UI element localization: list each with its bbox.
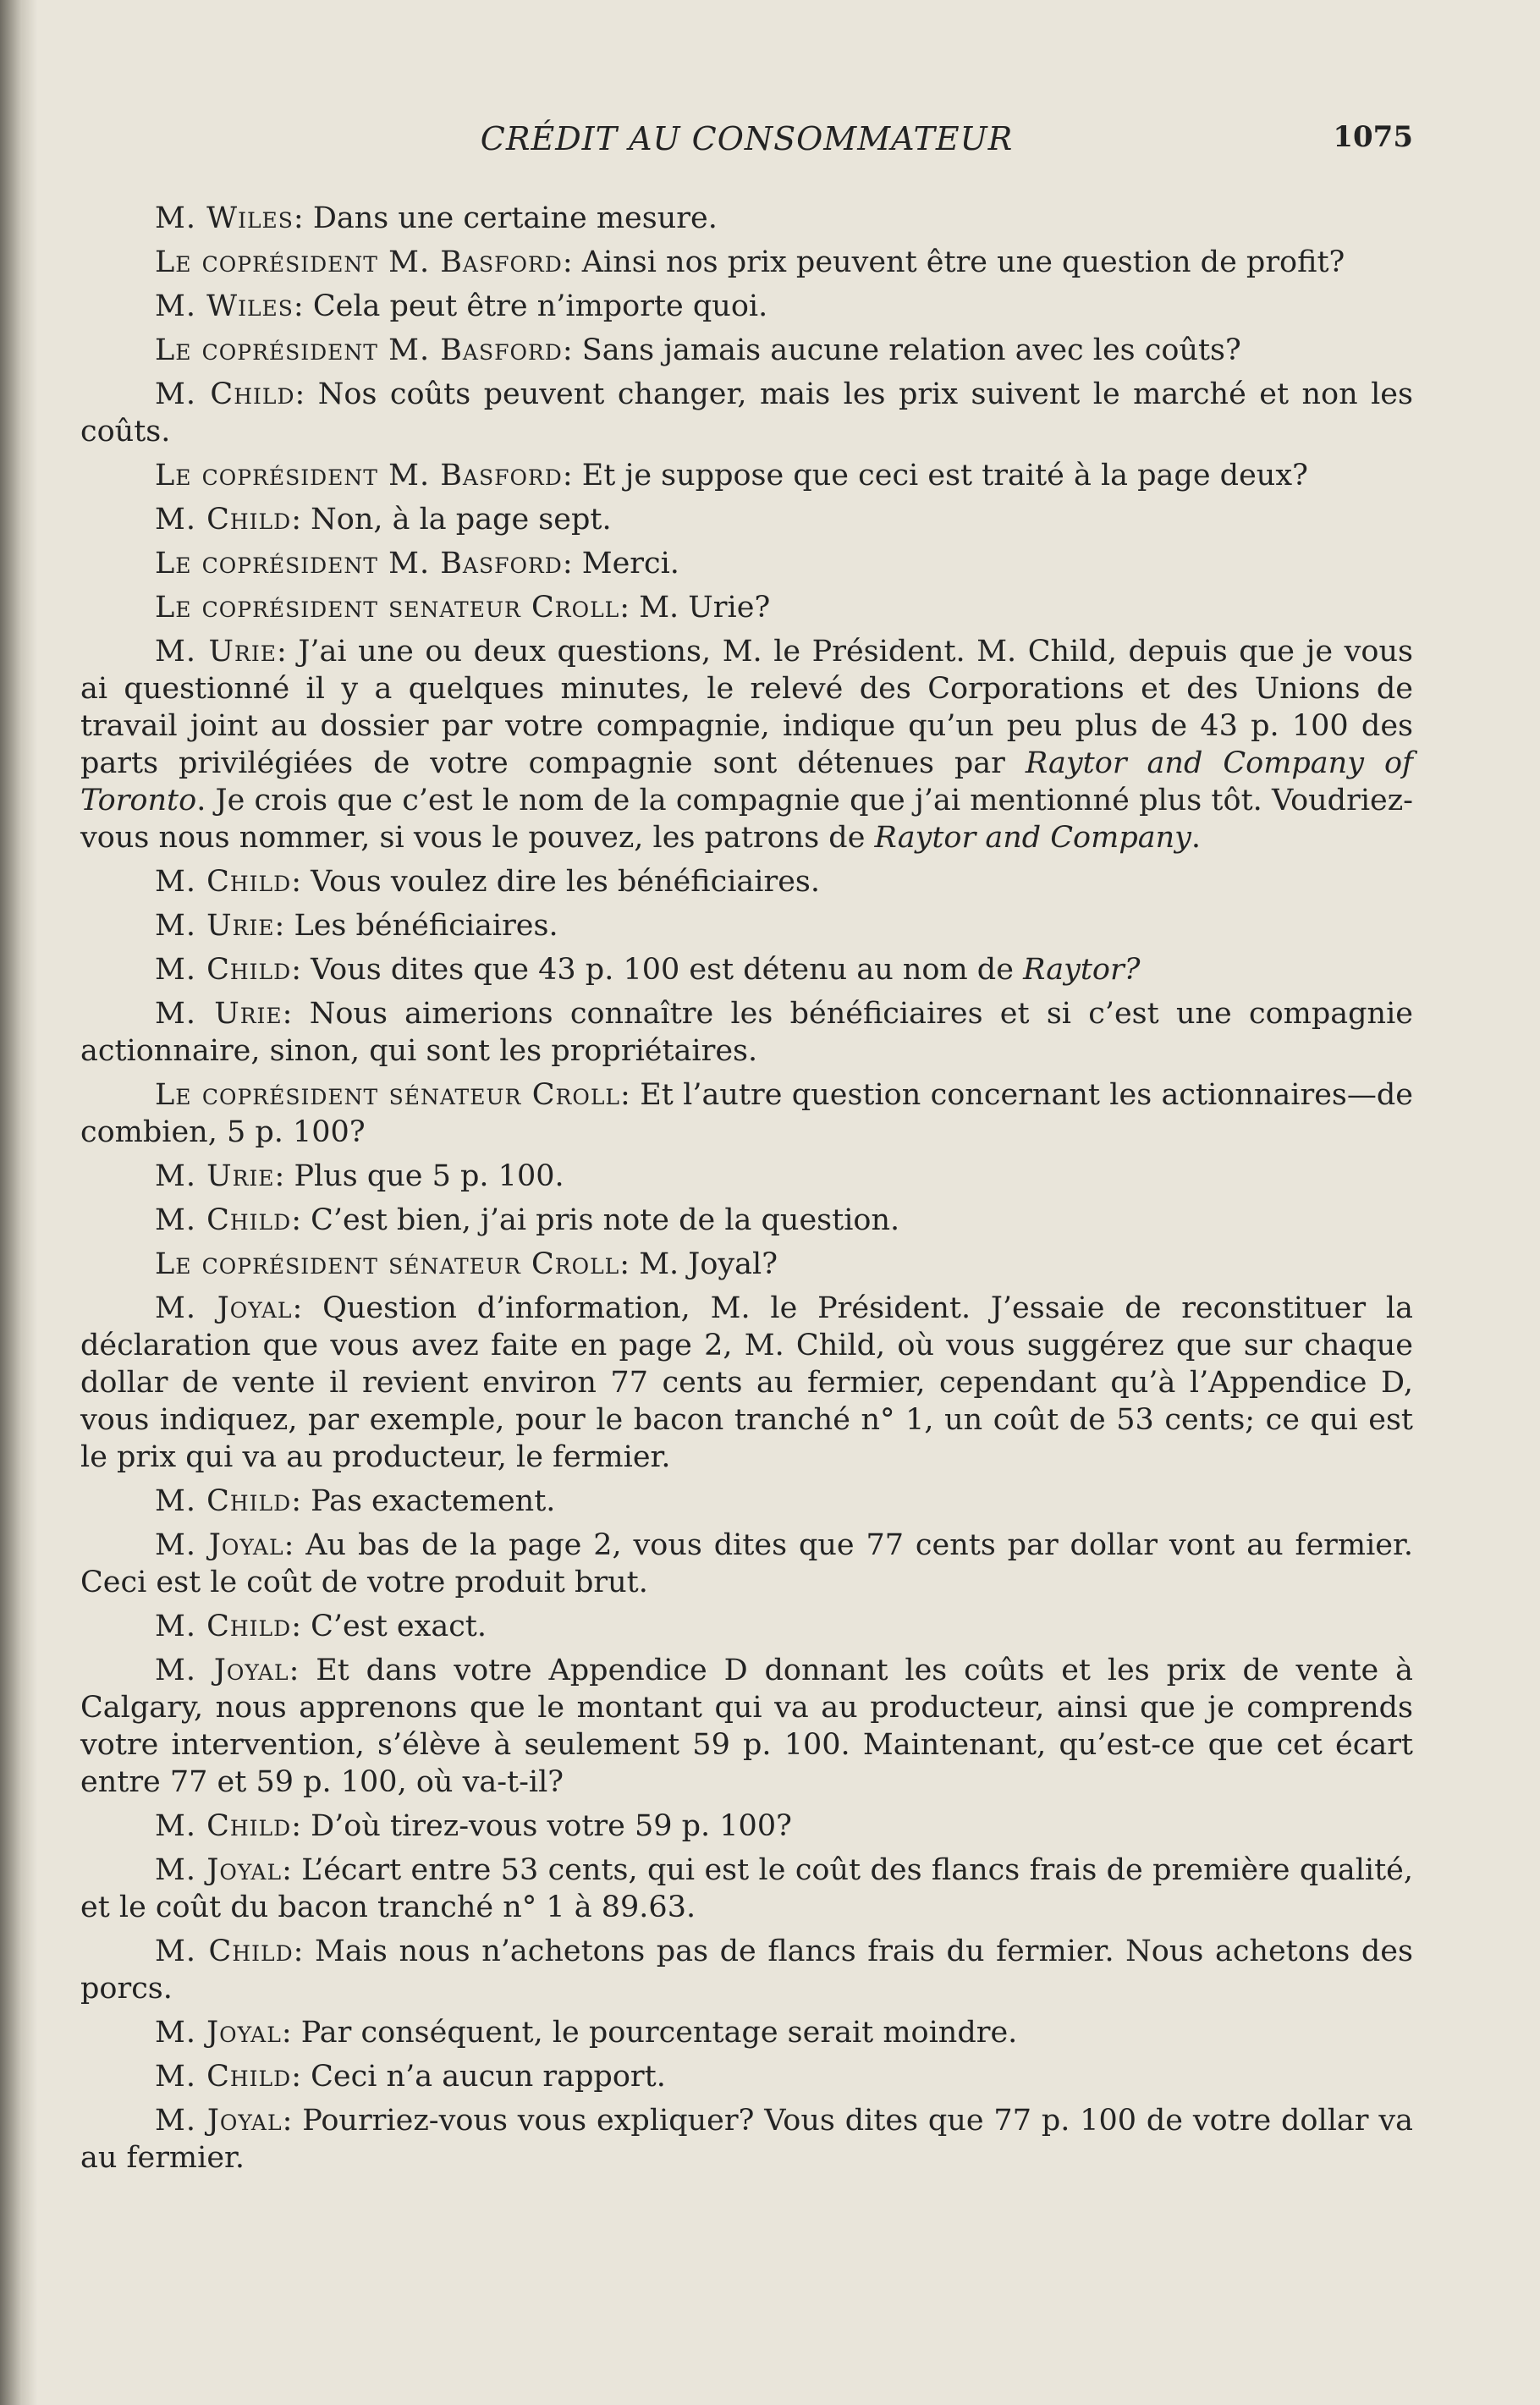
speaker-name: Le coprésident M. Basford bbox=[155, 547, 563, 581]
speech-paragraph bbox=[80, 1202, 1413, 1239]
speech-text: : Et dans votre Appendice D donnant les coûts et les prix de vente à Calgary, nous apprenons que le montant qui va au producteur, ainsi que je comprends votre intervention, s’élève à seulement 59 p. 100. Maintenant, qu’est-ce que cet écart entre 77 et 59 p. 100, où va-t-il? bbox=[80, 1654, 1413, 1799]
speech-paragraph bbox=[80, 2058, 1413, 2095]
speaker-name: M. Child bbox=[155, 1934, 294, 1968]
speech-text: : Nous aimerions connaître les bénéficiaires et si c’est une compagnie actionnaire, sinon, qui sont les propriétaires. bbox=[80, 997, 1413, 1068]
speech-paragraph bbox=[80, 1483, 1413, 1520]
speech-text: : Pas exactement. bbox=[291, 1484, 556, 1518]
speaker-name: M. Child bbox=[155, 1809, 292, 1843]
speech-paragraph bbox=[80, 1246, 1413, 1283]
speech-text: : Question d’information, M. le Président. J’essaie de reconstituer la déclaration que vous avez faite en page 2, M. Child, où vous suggérez que sur chaque dollar de vente il revient environ 77 cents au fermier, cependant qu’à l’Appendice D, vous indiquez, par exemple, pour le bacon tranché n° 1, un coût de 53 cents; ce qui est le prix qui va au producteur, le fermier. bbox=[80, 1291, 1413, 1474]
speech-paragraph bbox=[80, 1076, 1413, 1151]
speaker-name: M. Wiles bbox=[155, 201, 294, 235]
speaker-name: Le coprésident sénateur Croll bbox=[155, 1078, 621, 1112]
speech-text: : Mais nous n’achetons pas de flancs frais du fermier. Nous achetons des porcs. bbox=[80, 1934, 1413, 2006]
speaker-name: M. Urie bbox=[155, 1159, 275, 1193]
speech-text: : D’où tirez-vous votre 59 p. 100? bbox=[291, 1809, 792, 1843]
speaker-name: M. Urie bbox=[155, 909, 275, 943]
speech-text: : Dans une certaine mesure. bbox=[293, 201, 718, 235]
speech-text: : Et l’autre question concernant les actionnaires—de combien, 5 p. 100? bbox=[80, 1078, 1413, 1149]
speaker-name: M. Urie bbox=[155, 635, 277, 669]
italic-name: Raytor? bbox=[1023, 953, 1141, 987]
speech-paragraph bbox=[80, 457, 1413, 494]
speaker-name: M. Joyal bbox=[155, 1291, 293, 1325]
page-number: 1075 bbox=[1333, 120, 1413, 154]
speaker-name: Le coprésident M. Basford bbox=[155, 333, 563, 367]
speech-paragraph bbox=[80, 907, 1413, 944]
speaker-name: M. Wiles bbox=[155, 289, 294, 323]
speech-text: : Merci. bbox=[562, 547, 679, 581]
speaker-name: M. Child bbox=[155, 1484, 292, 1518]
speech-paragraph bbox=[80, 951, 1413, 988]
speech-paragraph bbox=[80, 501, 1413, 538]
speech-text: : Au bas de la page 2, vous dites que 77 cents par dollar vont au fermier. Ceci est le coût de votre produit brut. bbox=[80, 1528, 1413, 1599]
speech-text: : Les bénéficiaires. bbox=[274, 909, 558, 943]
speaker-name: M. Child bbox=[155, 2060, 292, 2094]
speech-paragraph bbox=[80, 1852, 1413, 1926]
italic-name: Raytor and Company of Toronto bbox=[80, 746, 1413, 817]
italic-name: Raytor and Company bbox=[874, 821, 1191, 855]
speech-paragraph bbox=[80, 332, 1413, 369]
document-page bbox=[80, 0, 1413, 2405]
speech-text: : Vous voulez dire les bénéficiaires. bbox=[291, 865, 821, 899]
speaker-name: Le coprésident senateur Croll bbox=[155, 591, 620, 625]
speech-text: : Par conséquent, le pourcentage serait moindre. bbox=[281, 2016, 1018, 2050]
speech-paragraph bbox=[80, 1808, 1413, 1845]
speech-text: : Plus que 5 p. 100. bbox=[274, 1159, 564, 1193]
speaker-name: M. Child bbox=[155, 503, 292, 537]
speaker-name: M. Child bbox=[155, 953, 292, 987]
speech-text: : Cela peut être n’importe quoi. bbox=[293, 289, 768, 323]
speech-text: : Ceci n’a aucun rapport. bbox=[291, 2060, 666, 2094]
speech-text: : Vous dites que 43 p. 100 est détenu au nom de bbox=[291, 953, 1024, 987]
speech-paragraph bbox=[80, 1652, 1413, 1801]
speaker-name: M. Joyal bbox=[155, 2104, 283, 2138]
speaker-name: M. Child bbox=[155, 1610, 292, 1643]
speech-text: : C’est bien, j’ai pris note de la question. bbox=[291, 1203, 900, 1237]
speech-paragraph bbox=[80, 1290, 1413, 1476]
speech-text: : Ainsi nos prix peuvent être une question de profit? bbox=[562, 245, 1345, 279]
speech-paragraph bbox=[80, 1527, 1413, 1601]
speaker-name: M. Child bbox=[155, 865, 292, 899]
running-head bbox=[80, 120, 1413, 162]
speech-paragraph bbox=[80, 1933, 1413, 2007]
speaker-name: M. Joyal bbox=[155, 2016, 282, 2050]
speech-text: : Sans jamais aucune relation avec les coûts? bbox=[562, 333, 1241, 367]
running-title: CRÉDIT AU CONSOMMATEUR bbox=[480, 120, 1014, 157]
speaker-name: M. Child bbox=[155, 1203, 292, 1237]
speech-paragraph bbox=[80, 863, 1413, 900]
speech-paragraph bbox=[80, 589, 1413, 626]
speech-text: : Pourriez-vous vous expliquer? Vous dites que 77 p. 100 de votre dollar va au fermier. bbox=[80, 2104, 1413, 2175]
speech-paragraph bbox=[80, 200, 1413, 237]
speech-text: : J’ai une ou deux questions, M. le Président. M. Child, depuis que je vous ai questionné il y a quelques minutes, le relevé des Corporations et des Unions de travail joint au dossier par votre compagnie, indique qu’un peu plus de 43 p. 100 des parts privilégiées de votre compagnie sont détenues par bbox=[80, 635, 1413, 780]
speech-text: : Et je suppose que ceci est traité à la page deux? bbox=[562, 459, 1308, 493]
speech-text: : Nos coûts peuvent changer, mais les prix suivent le marché et non les coûts. bbox=[80, 377, 1413, 449]
speech-paragraph bbox=[80, 376, 1413, 450]
speech-paragraph bbox=[80, 1158, 1413, 1195]
transcript-body bbox=[80, 200, 1413, 2183]
speaker-name: M. Child bbox=[155, 377, 295, 411]
speech-paragraph bbox=[80, 633, 1413, 856]
speech-paragraph bbox=[80, 2102, 1413, 2177]
speaker-name: M. Joyal bbox=[155, 1853, 283, 1887]
speaker-name: M. Joyal bbox=[155, 1528, 284, 1562]
speech-text: . Je crois que c’est le nom de la compagnie que j’ai mentionné plus tôt. Voudriez-vous nous nommer, si vous le pouvez, les patrons de bbox=[80, 784, 1413, 855]
speech-paragraph bbox=[80, 288, 1413, 325]
speech-paragraph bbox=[80, 2014, 1413, 2051]
speech-text: : Non, à la page sept. bbox=[291, 503, 612, 537]
speech-text: : M. Urie? bbox=[619, 591, 771, 625]
speech-paragraph bbox=[80, 1608, 1413, 1645]
gutter-shadow bbox=[22, 0, 37, 2405]
speech-paragraph bbox=[80, 995, 1413, 1070]
speaker-name: Le coprésident M. Basford bbox=[155, 245, 563, 279]
speech-text: : L’écart entre 53 cents, qui est le coût des flancs frais de première qualité, et le coût du bacon tranché n° 1 à 89.63. bbox=[80, 1853, 1413, 1924]
speech-text: : M. Joyal? bbox=[619, 1247, 778, 1281]
speech-paragraph bbox=[80, 545, 1413, 582]
speech-paragraph bbox=[80, 244, 1413, 281]
speech-text: . bbox=[1191, 821, 1202, 855]
speaker-name: M. Joyal bbox=[155, 1654, 289, 1687]
speech-text: : C’est exact. bbox=[291, 1610, 487, 1643]
speaker-name: Le coprésident sénateur Croll bbox=[155, 1247, 620, 1281]
speaker-name: M. Urie bbox=[155, 997, 283, 1031]
speaker-name: Le coprésident M. Basford bbox=[155, 459, 563, 493]
book-spine-edge bbox=[0, 0, 22, 2405]
